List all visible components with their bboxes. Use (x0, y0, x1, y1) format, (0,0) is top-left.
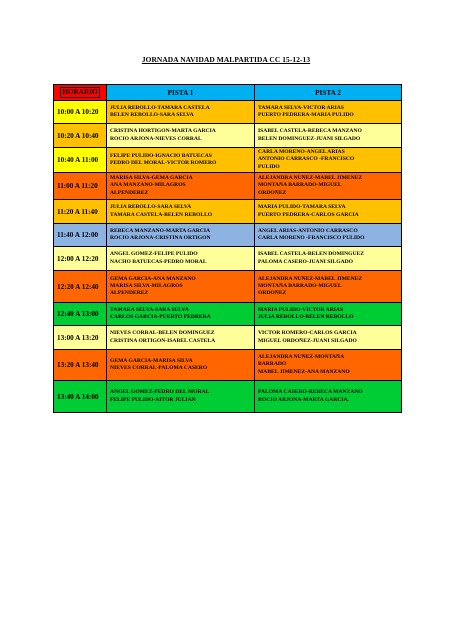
pair-line: ORDOÑEZ (258, 290, 287, 297)
time-slot: 11:20 A 11:40 (54, 200, 107, 224)
pair-line: NACHO BATUECAS-PEDRO MORAL (110, 258, 207, 265)
schedule-row (54, 224, 402, 247)
time-slot: 13:40 A 14:00 (54, 381, 107, 413)
pista-1-pairs (107, 303, 255, 326)
pair-line: MONTAÑA BARRADO-MIGUEL (258, 182, 342, 189)
pair-line: ALEJANDRA NUÑEZ-MONTAÑA (258, 354, 345, 361)
pair-line: MARIA PULIDO-TAMARA SELVA (258, 204, 346, 211)
page-title: JORNADA NAVIDAD MALPARTIDA CC 15-12-13 (141, 55, 311, 64)
pista-1-pairs (107, 350, 255, 381)
pair-line: MARISA SILVA-MILAGROS (110, 282, 183, 289)
pista-2-pairs (255, 124, 402, 148)
pista-2-pairs (255, 224, 402, 247)
pair-line: NIEVES CORRAL-PALOMA CASERO (110, 365, 208, 371)
pair-line: FELIPE PULIDO-AITOR JULIAN (110, 396, 196, 403)
header-horario (54, 85, 107, 101)
schedule-row (54, 326, 402, 350)
pair-line: ROCIO ARJONA-CRISTINA ORTIGON (110, 235, 211, 241)
schedule-row (54, 271, 402, 303)
pista-1-pairs (107, 271, 255, 303)
pista-2-pairs (255, 247, 402, 271)
time-slot: 10:20 A 10:40 (54, 124, 107, 148)
schedule-row (54, 124, 402, 148)
pair-line: BELEN DOMINGUEZ-JUANI SILGADO (258, 135, 361, 142)
header-row (54, 85, 402, 101)
pair-line: MABEL JIMENEZ-ANA MANZANO (258, 368, 350, 375)
schedule-row (54, 381, 402, 413)
pair-line: CRISTINA ORTIGON-ISABEL CASTELA (110, 337, 216, 344)
pair-line: ANGEL ARIAS-ANTONIO CARRASCO (258, 227, 358, 234)
pair-line: GEMA GARCIA-MARISA SILVA (110, 357, 193, 364)
pair-line: PALOMA CASERO-JUANI SILGADO (258, 258, 353, 265)
pista-1-pairs (107, 224, 255, 247)
pista-2-pairs (255, 200, 402, 224)
pair-line: TAMARA CASTELA-BELEN REBOLLO (110, 211, 213, 218)
pair-line: REBECA MANZANO-MARTA GARCIA (110, 227, 211, 234)
pair-line: VICTOR ROMERO-CARLOS GARCIA (258, 330, 357, 337)
pista-2-pairs (255, 350, 402, 381)
pista-2-pairs (255, 173, 402, 200)
time-slot: 13:20 A 13:40 (54, 350, 107, 381)
pista-2-pairs (255, 326, 402, 350)
pair-line: PUERTO PEDRERA-CARLOS GARCIA (258, 211, 359, 218)
pista-1-pairs (107, 200, 255, 224)
pair-line: PULIDO (258, 163, 280, 170)
pair-line: ANGEL GOMEZ-PEDRO DEL MORAL (110, 389, 210, 396)
pista-1-pairs (107, 124, 255, 148)
pista-1-pairs (107, 101, 255, 124)
pair-line: ROCIO ARJONA-NIEVES CORRAL (110, 135, 202, 142)
pista-2-pairs (255, 381, 402, 413)
pair-line: PALOMA CASERO-REBECA MANZANO (258, 389, 363, 396)
schedule-row (54, 101, 402, 124)
pair-line: MARIA PULIDO-VICTOR ARIAS (258, 306, 344, 313)
header-horario-label: HORARIO (62, 88, 98, 96)
pair-line: MIGUEL ORDOÑEZ-JUANI SILGADO (258, 337, 357, 344)
pista-2-pairs (255, 271, 402, 303)
pista-1-pairs (107, 247, 255, 271)
pair-line: JULIA REBOLLO-BELEN REBOLLO (258, 314, 354, 320)
time-slot: 11:40 A 12:00 (54, 224, 107, 247)
pair-line: CARLA MORENO-ANGEL ARIAS (258, 149, 345, 156)
time-slot: 12:00 A 12:20 (54, 247, 107, 271)
time-slot: 11:00 A 11:20 (54, 173, 107, 200)
pair-line: TAMARA SELVA-VICTOR ARIAS (258, 104, 344, 111)
time-slot: 12:20 A 12:40 (54, 271, 107, 303)
pair-line: ORDOÑEZ (258, 189, 287, 196)
pair-line: PUERTO PEDRERA-MARIA PULIDO (258, 112, 354, 118)
pair-line: BELEN REBOLLO-SARA SELVA (110, 112, 194, 118)
schedule-row (54, 303, 402, 326)
pair-line: ALPENDEREZ (110, 290, 149, 297)
schedule-row (54, 200, 402, 224)
pair-line: NIEVES CORRAL-BELEN DOMINGUEZ (110, 330, 215, 337)
pair-line: CARLOS GARCIA-PUERTO PEDRERA (110, 314, 211, 320)
pair-line: ISABEL CASTELA-REBECA MANZANO (258, 128, 362, 135)
schedule-table (53, 84, 402, 413)
pair-line: TAMARA SELVA-SARA SELVA (110, 306, 189, 313)
schedule-row (54, 247, 402, 271)
pair-line: FELIPE PULIDO-IGNACIO BATUECAS (110, 152, 212, 159)
pair-line: ISABEL CASTELA-BELEN DOMINGUEZ (258, 251, 364, 258)
pair-line: JULIA REBOLLO-TAMARA CASTELA (110, 104, 210, 111)
pista-1-pairs (107, 148, 255, 173)
pista-2-pairs (255, 101, 402, 124)
pair-line: ANTONIO CARRASCO -FRANCISCO (258, 156, 355, 163)
pair-line: BARRADO (258, 361, 287, 368)
pair-line: ALEJANDRA NUÑEZ-MABEL JIMENEZ (258, 275, 363, 282)
pair-line: PEDRO DEL MORAL-VICTOR ROMERO (110, 160, 217, 166)
pair-line: ROCIO ARJONA-MARTA GARCIA. (258, 396, 349, 403)
time-slot: 13:00 A 13:20 (54, 326, 107, 350)
schedule-row (54, 148, 402, 173)
pair-line: JULIA REBOLLO-SARA SELVA (110, 204, 192, 211)
pair-line: CARLA MORENO -FRANCISCO PULIDO (258, 235, 365, 241)
pista-1-pairs (107, 173, 255, 200)
pair-line: ANA MANZANO-MILAGROS (110, 182, 186, 189)
time-slot: 10:00 A 10:20 (54, 101, 107, 124)
pista-1-pairs (107, 381, 255, 413)
pair-line: CRISTINA HORTIGON-MARTA GARCIA (110, 128, 216, 135)
schedule-row (54, 350, 402, 381)
pair-line: GEMA GARCIA-ANA MANZANO (110, 275, 196, 282)
pair-line: ALEJANDRA NUÑEZ-MABEL JIMENEZ (258, 175, 363, 182)
pista-2-pairs (255, 148, 402, 173)
pair-line: ALPENDEREZ (110, 189, 149, 196)
time-slot: 10:40 A 11:00 (54, 148, 107, 173)
header-pista-1: PISTA 1 (107, 85, 255, 101)
time-slot: 12:40 A 13:00 (54, 303, 107, 326)
schedule-row (54, 173, 402, 200)
pista-1-pairs (107, 326, 255, 350)
pista-2-pairs (255, 303, 402, 326)
pair-line: ANGEL GOMEZ-FELIPE PULIDO (110, 251, 198, 258)
header-pista-2: PISTA 2 (255, 85, 402, 101)
pair-line: MARISA SILVA-GEMA GARCIA (110, 175, 193, 182)
pair-line: MONTAÑA BARRADO-MIGUEL (258, 282, 342, 289)
